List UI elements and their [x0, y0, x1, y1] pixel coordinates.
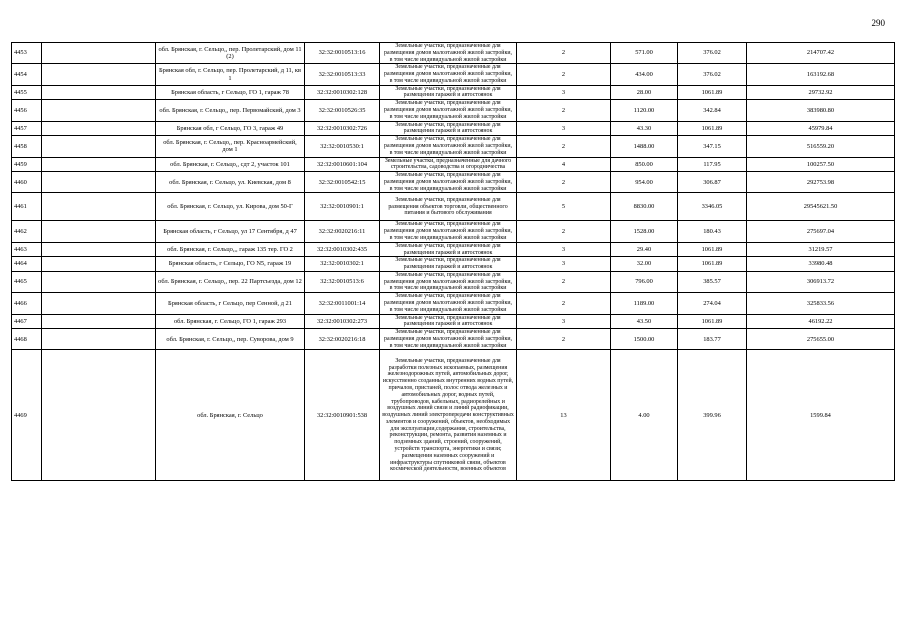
row-number: 4458 — [12, 136, 42, 157]
specific-value-cell: 1061.89 — [678, 85, 747, 100]
row-number: 4461 — [12, 193, 42, 221]
table-row — [12, 329, 895, 350]
table-row — [12, 136, 895, 157]
cadastral-value-cell: 1599.84 — [747, 350, 895, 481]
land-use-group-cell: 3 — [517, 121, 611, 136]
table-row — [12, 293, 895, 314]
row-number: 4469 — [12, 350, 42, 481]
address-cell: Брянская область, г Сельцо, ГО 1, гараж 78 — [156, 85, 305, 100]
specific-value-cell: 376.02 — [678, 64, 747, 85]
specific-value-cell: 385.57 — [678, 271, 747, 292]
cadastral-value-cell: 31219.57 — [747, 242, 895, 257]
cadastral-number-cell: 32:32:0010302:435 — [305, 242, 380, 257]
cadastral-value-cell: 292753.98 — [747, 172, 895, 193]
specific-value-cell: 1061.89 — [678, 314, 747, 329]
table-row — [12, 314, 895, 329]
specific-value-cell: 1061.89 — [678, 242, 747, 257]
area-cell: 796.00 — [611, 271, 678, 292]
specific-value-cell: 1061.89 — [678, 121, 747, 136]
cadastral-value-cell: 33980.48 — [747, 257, 895, 272]
cadastral-value-cell: 325833.56 — [747, 293, 895, 314]
land-use-cell: Земельные участки, предназначенные для размещения домов малоэтажной жилой застройки, в том числе индивидуальной жилой застройки — [380, 221, 517, 242]
address-cell: Брянская область, г Сельцо, ГО N5, гараж 19 — [156, 257, 305, 272]
land-use-cell: Земельные участки, предназначенные для размещения гаражей и автостоянок — [380, 121, 517, 136]
area-cell: 434.00 — [611, 64, 678, 85]
address-cell: обл. Брянская, г. Сельцо, ул. Киевская, дом 8 — [156, 172, 305, 193]
cadastral-number-cell: 32:32:0011001:14 — [305, 293, 380, 314]
address-cell: обл. Брянская, г. Сельцо,, сдт 2, участок 101 — [156, 157, 305, 172]
cadastral-number-cell: 32:32:0010513:16 — [305, 43, 380, 64]
blank-cell — [42, 43, 156, 64]
blank-cell — [42, 136, 156, 157]
cadastral-value-cell: 275655.00 — [747, 329, 895, 350]
address-cell: обл. Брянская, г. Сельцо,, пер. 22 Партсъезда, дом 12 — [156, 271, 305, 292]
cadastral-value-cell: 100257.50 — [747, 157, 895, 172]
specific-value-cell: 342.84 — [678, 100, 747, 121]
land-use-group-cell: 3 — [517, 257, 611, 272]
table-row — [12, 157, 895, 172]
area-cell: 1500.00 — [611, 329, 678, 350]
blank-cell — [42, 172, 156, 193]
specific-value-cell: 117.95 — [678, 157, 747, 172]
land-use-cell: Земельные участки, предназначенные для размещения гаражей и автостоянок — [380, 242, 517, 257]
specific-value-cell: 183.77 — [678, 329, 747, 350]
area-cell: 1189.00 — [611, 293, 678, 314]
cadastral-number-cell: 32:32:0010526:35 — [305, 100, 380, 121]
land-use-cell: Земельные участки, предназначенные для размещения домов малоэтажной жилой застройки, в том числе индивидуальной жилой застройки — [380, 271, 517, 292]
cadastral-number-cell: 32:32:0020216:18 — [305, 329, 380, 350]
row-number: 4453 — [12, 43, 42, 64]
cadastral-value-table — [11, 42, 895, 481]
blank-cell — [42, 121, 156, 136]
cadastral-value-cell: 29545621.50 — [747, 193, 895, 221]
address-cell: обл. Брянская, г. Сельцо,, пер. Пролетарский, дом 11 (2) — [156, 43, 305, 64]
land-use-group-cell: 5 — [517, 193, 611, 221]
blank-cell — [42, 85, 156, 100]
area-cell: 1488.00 — [611, 136, 678, 157]
cadastral-number-cell: 32:32:0010901:1 — [305, 193, 380, 221]
blank-cell — [42, 257, 156, 272]
area-cell: 1120.00 — [611, 100, 678, 121]
area-cell: 8830.00 — [611, 193, 678, 221]
land-use-group-cell: 4 — [517, 157, 611, 172]
address-cell: обл. Брянская, г. Сельцо,, пер. Суворова, дом 9 — [156, 329, 305, 350]
row-number: 4468 — [12, 329, 42, 350]
area-cell: 850.00 — [611, 157, 678, 172]
table-row — [12, 121, 895, 136]
specific-value-cell: 1061.89 — [678, 257, 747, 272]
page-number: 290 — [871, 18, 885, 28]
land-use-cell: Земельные участки, предназначенные для размещения гаражей и автостоянок — [380, 257, 517, 272]
cadastral-number-cell: 32:32:0010513:33 — [305, 64, 380, 85]
row-number: 4464 — [12, 257, 42, 272]
specific-value-cell: 347.15 — [678, 136, 747, 157]
row-number: 4457 — [12, 121, 42, 136]
land-use-cell: Земельные участки, предназначенные для размещения домов малоэтажной жилой застройки, в том числе индивидуальной жилой застройки — [380, 329, 517, 350]
land-use-group-cell: 2 — [517, 329, 611, 350]
address-cell: обл. Брянская, г. Сельцо,, пер. Первомайский, дом 3 — [156, 100, 305, 121]
row-number: 4456 — [12, 100, 42, 121]
blank-cell — [42, 271, 156, 292]
land-use-cell: Земельные участки, предназначенные для размещения домов малоэтажной жилой застройки, в том числе индивидуальной жилой застройки — [380, 64, 517, 85]
address-cell: Брянская обл, г Сельцо, ГО 3, гараж 49 — [156, 121, 305, 136]
row-number: 4460 — [12, 172, 42, 193]
blank-cell — [42, 157, 156, 172]
table-row — [12, 271, 895, 292]
row-number: 4467 — [12, 314, 42, 329]
land-use-group-cell: 2 — [517, 221, 611, 242]
specific-value-cell: 274.04 — [678, 293, 747, 314]
blank-cell — [42, 221, 156, 242]
cadastral-value-cell: 306913.72 — [747, 271, 895, 292]
blank-cell — [42, 193, 156, 221]
row-number: 4463 — [12, 242, 42, 257]
land-use-cell: Земельные участки, предназначенные для размещения гаражей и автостоянок — [380, 85, 517, 100]
cadastral-value-cell: 383980.80 — [747, 100, 895, 121]
area-cell: 1528.00 — [611, 221, 678, 242]
table-row — [12, 172, 895, 193]
land-use-cell: Земельные участки, предназначенные для размещения объектов торговли, общественного питания и бытового обслуживания — [380, 193, 517, 221]
cadastral-number-cell: 32:32:0010302:726 — [305, 121, 380, 136]
area-cell: 954.00 — [611, 172, 678, 193]
cadastral-number-cell: 32:32:0010901:538 — [305, 350, 380, 481]
land-use-cell: Земельные участки, предназначенные для размещения гаражей и автостоянок — [380, 314, 517, 329]
table-row — [12, 100, 895, 121]
land-use-group-cell: 2 — [517, 293, 611, 314]
table-row — [12, 64, 895, 85]
blank-cell — [42, 100, 156, 121]
area-cell: 4.00 — [611, 350, 678, 481]
table-row — [12, 43, 895, 64]
table-row — [12, 350, 895, 481]
land-use-group-cell: 2 — [517, 172, 611, 193]
cadastral-value-cell: 214707.42 — [747, 43, 895, 64]
row-number: 4465 — [12, 271, 42, 292]
area-cell: 571.00 — [611, 43, 678, 64]
cadastral-number-cell: 32:32:0010530:1 — [305, 136, 380, 157]
land-use-cell: Земельные участки, предназначенные для размещения домов малоэтажной жилой застройки, в том числе индивидуальной жилой застройки — [380, 172, 517, 193]
table-row — [12, 85, 895, 100]
land-use-group-cell: 2 — [517, 43, 611, 64]
area-cell: 43.50 — [611, 314, 678, 329]
area-cell: 32.00 — [611, 257, 678, 272]
cadastral-value-cell: 45979.84 — [747, 121, 895, 136]
area-cell: 29.40 — [611, 242, 678, 257]
land-use-group-cell: 2 — [517, 64, 611, 85]
land-use-cell: Земельные участки, предназначенные для разработки полезных ископаемых, размещения железнодорожных путей, автомобильных дорог, искусственно созданных внутренних водных путей, причалов, пристаней, полос отвода железных и автомобильных дорог, водных путей, трубопроводов, кабельных, радиорелейных и воздушных линий связи и линий радиофикации, воздушных линий электропередачи конструктивных элементов и сооружений, объектов, необходимых для эксплуатации,содержания, строительства, реконструкции, ремонта, развития наземных и подземных зданий, строений, сооружений, устройств транспорта, энергетики и связи; размещения наземных сооружений и инфраструктуры спутниковой связи, объектов космической деятельности, военных объектов — [380, 350, 517, 481]
specific-value-cell: 399.96 — [678, 350, 747, 481]
area-cell: 43.30 — [611, 121, 678, 136]
blank-cell — [42, 293, 156, 314]
land-use-group-cell: 2 — [517, 136, 611, 157]
cadastral-value-cell: 275697.04 — [747, 221, 895, 242]
cadastral-value-cell: 29732.92 — [747, 85, 895, 100]
address-cell: обл. Брянская, г. Сельцо, ГО 1, гараж 293 — [156, 314, 305, 329]
land-use-cell: Земельные участки, предназначенные для дачного строительства, садоводства и огородничества — [380, 157, 517, 172]
cadastral-value-cell: 46192.22 — [747, 314, 895, 329]
row-number: 4466 — [12, 293, 42, 314]
blank-cell — [42, 242, 156, 257]
blank-cell — [42, 64, 156, 85]
row-number: 4454 — [12, 64, 42, 85]
land-use-cell: Земельные участки, предназначенные для размещения домов малоэтажной жилой застройки, в том числе индивидуальной жилой застройки — [380, 136, 517, 157]
address-cell: обл. Брянская, г. Сельцо, ул. Кирова, дом 50-Г — [156, 193, 305, 221]
land-use-group-cell: 3 — [517, 314, 611, 329]
land-use-group-cell: 2 — [517, 100, 611, 121]
land-use-group-cell: 3 — [517, 85, 611, 100]
address-cell: обл. Брянская, г. Сельцо,, пер. Красноармейский, дом 1 — [156, 136, 305, 157]
address-cell: Брянская область, г Сельцо, ул 17 Сентября, д 47 — [156, 221, 305, 242]
cadastral-number-cell: 32:32:0010302:273 — [305, 314, 380, 329]
row-number: 4462 — [12, 221, 42, 242]
address-cell: Брянская обл, г. Сельцо, пер. Пролетарский, д 11, кв 1 — [156, 64, 305, 85]
cadastral-number-cell: 32:32:0020216:11 — [305, 221, 380, 242]
blank-cell — [42, 350, 156, 481]
table-row — [12, 221, 895, 242]
cadastral-number-cell: 32:32:0010302:1 — [305, 257, 380, 272]
area-cell: 28.00 — [611, 85, 678, 100]
blank-cell — [42, 329, 156, 350]
cadastral-number-cell: 32:32:0010601:104 — [305, 157, 380, 172]
row-number: 4455 — [12, 85, 42, 100]
specific-value-cell: 180.43 — [678, 221, 747, 242]
specific-value-cell: 376.02 — [678, 43, 747, 64]
cadastral-number-cell: 32:32:0010302:128 — [305, 85, 380, 100]
blank-cell — [42, 314, 156, 329]
table-row — [12, 257, 895, 272]
land-use-group-cell: 13 — [517, 350, 611, 481]
row-number: 4459 — [12, 157, 42, 172]
cadastral-number-cell: 32:32:0010513:6 — [305, 271, 380, 292]
specific-value-cell: 306.87 — [678, 172, 747, 193]
address-cell: обл. Брянская, г. Сельцо — [156, 350, 305, 481]
cadastral-number-cell: 32:32:0010542:15 — [305, 172, 380, 193]
address-cell: обл. Брянская, г. Сельцо,,, гараж 135 тер. ГО 2 — [156, 242, 305, 257]
address-cell: Брянская область, г Сельцо, пер Сенной, д 21 — [156, 293, 305, 314]
land-use-cell: Земельные участки, предназначенные для размещения домов малоэтажной жилой застройки, в том числе индивидуальной жилой застройки — [380, 100, 517, 121]
specific-value-cell: 3346.05 — [678, 193, 747, 221]
land-use-group-cell: 3 — [517, 242, 611, 257]
cadastral-value-cell: 163192.68 — [747, 64, 895, 85]
table-row — [12, 242, 895, 257]
land-use-cell: Земельные участки, предназначенные для размещения домов малоэтажной жилой застройки, в том числе индивидуальной жилой застройки — [380, 293, 517, 314]
cadastral-value-cell: 516559.20 — [747, 136, 895, 157]
table-row — [12, 193, 895, 221]
land-use-cell: Земельные участки, предназначенные для размещения домов малоэтажной жилой застройки, в том числе индивидуальной жилой застройки — [380, 43, 517, 64]
land-use-group-cell: 2 — [517, 271, 611, 292]
